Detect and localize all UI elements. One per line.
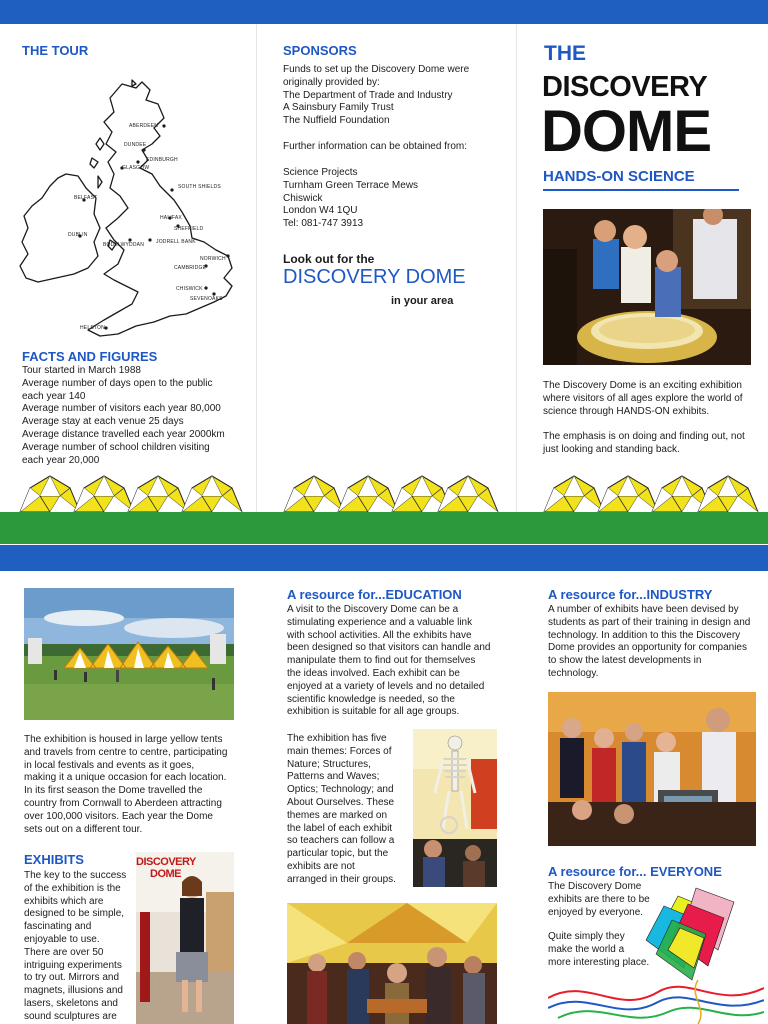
city-aberdeen: ABERDEEN — [129, 123, 159, 129]
photo-industry-crowd — [548, 692, 756, 846]
city-norwich: NORWICH — [200, 256, 226, 262]
sponsor-line: The Department of Trade and Industry — [283, 89, 453, 101]
cover-description — [543, 380, 763, 457]
themes-line: main themes: Forces of — [287, 745, 392, 757]
panel-fold-1 — [256, 24, 257, 512]
city-halifax: HALIFAX — [160, 215, 182, 221]
themes-line: About Ourselves. These — [287, 796, 395, 808]
everyone-heading: A resource for... EVERYONE — [548, 864, 722, 879]
city-sevenoaks: SEVENOAKS — [190, 296, 223, 302]
city-bodelwyddan: BODELWYDDAN — [103, 242, 145, 248]
city-glasgow: GLASGOW — [122, 165, 150, 171]
education-line: been designed so that visitors can handle and — [287, 642, 491, 654]
tagline-underline — [543, 189, 739, 191]
city-jodrell-bank: JODRELL BANK — [156, 239, 196, 245]
facts-list — [22, 365, 252, 467]
industry-line: Dome provides an opportunity for companies — [548, 642, 747, 654]
sponsor-line: originally provided by: — [283, 76, 380, 88]
facts-heading: FACTS AND FIGURES — [22, 349, 158, 364]
education-line: with school activities. All the exhibits have — [287, 629, 472, 641]
address-block — [283, 167, 418, 231]
photo-children-exhibit — [543, 209, 751, 365]
fact-line: Average number of school children visiting — [22, 441, 210, 453]
industry-line: technology. — [548, 667, 599, 679]
exhibits-line: fascinating and — [24, 921, 92, 933]
banner-discovery: DISCOVERY — [136, 856, 196, 868]
lookout-title: DISCOVERY DOME — [283, 266, 466, 288]
sponsors-list — [283, 64, 511, 128]
education-heading: A resource for...EDUCATION — [287, 587, 462, 602]
desc-line: science through HANDS-ON exhibits. — [543, 405, 710, 417]
exhibits-line: enjoyable to use. — [24, 933, 100, 945]
fact-line: each year 140 — [22, 390, 86, 402]
city-dundee: DUNDEE — [124, 142, 147, 148]
education-line: stimulating experience and a valuable link — [287, 616, 473, 628]
exhibits-text — [24, 870, 136, 1024]
cover-discovery: DISCOVERY — [542, 71, 708, 103]
address-line: London W4 1QU — [283, 205, 358, 217]
address-line: Chiswick — [283, 192, 323, 204]
sponsor-line: Funds to set up the Discovery Dome were — [283, 64, 470, 75]
everyone-line: enjoyed by everyone. — [548, 906, 644, 918]
education-text — [287, 604, 513, 719]
photo-dome-tents-field — [24, 588, 234, 720]
desc-line: The Discovery Dome is an exciting exhibition — [543, 380, 742, 391]
everyone-line: Quite simply they — [548, 931, 625, 943]
exhibits-line: exhibits which are — [24, 895, 104, 907]
everyone-line: exhibits are there to be — [548, 893, 650, 905]
panel-fold-2 — [516, 24, 517, 512]
sponsor-line: A Sainsbury Family Trust — [283, 102, 394, 114]
city-south-shields: SOUTH SHIELDS — [178, 184, 221, 190]
exhibition-line: The exhibition is housed in large yellow tents — [24, 734, 223, 745]
photo-dome-interior-crowd — [287, 903, 497, 1024]
address-line: Turnham Green Terrace Mews — [283, 179, 419, 191]
exhibits-line: sound sculptures are — [24, 1010, 117, 1022]
industry-line: A number of exhibits have been devised by — [548, 604, 739, 615]
exhibition-line: country from Cornwall to Aberdeen attracting — [24, 797, 222, 809]
fact-line: Average number of days open to the public — [22, 377, 213, 389]
desc-line: where visitors of all ages explore the world of — [543, 392, 743, 404]
top-blue-band — [0, 0, 768, 24]
exhibits-line: to try out. Mirrors and — [24, 972, 120, 984]
exhibition-line: and travels from centre to centre, participating — [24, 746, 228, 758]
industry-line: students as part of their training in design and — [548, 616, 751, 628]
address-line: Tel: 081-747 3913 — [283, 218, 364, 230]
everyone-line: more interesting place. — [548, 956, 650, 968]
exhibits-line: of the exhibition is the — [24, 882, 121, 894]
themes-line: so teachers can follow a — [287, 835, 395, 847]
exhibits-line: The key to the success — [24, 870, 127, 881]
themes-line: themes are marked on — [287, 809, 388, 821]
fact-line: each year 20,000 — [22, 454, 100, 466]
exhibition-line: sets out on a different tour. — [24, 823, 143, 835]
desc-line: The emphasis is on doing and finding out, not — [543, 431, 745, 443]
industry-text — [548, 604, 764, 681]
exhibition-line: over 100,000 visitors. Each year the Dome — [24, 810, 213, 822]
city-helston: HELSTON — [80, 325, 105, 331]
everyone-line: make the world a — [548, 944, 625, 956]
industry-line: to show the latest developments in — [548, 655, 702, 667]
kite-illustration — [548, 880, 764, 1024]
desc-line: just looking and standing back. — [543, 444, 680, 456]
themes-text — [287, 733, 409, 887]
themes-line: Optics; Technology; and — [287, 784, 394, 796]
exhibits-line: lasers, skeletons and — [24, 997, 118, 1009]
city-sheffield: SHEFFIELD — [174, 226, 204, 232]
education-line: scientific knowledge is needed, so the — [287, 693, 455, 705]
middle-blue-band — [0, 545, 768, 571]
themes-line: particular topic, but the — [287, 848, 389, 860]
themes-line: the label of each exhibit — [287, 822, 393, 834]
city-belfast: BELFAST — [74, 195, 98, 201]
education-line: A visit to the Discovery Dome can be a — [287, 604, 459, 615]
banner-dome: DOME — [150, 868, 181, 880]
photo-skeleton-exhibit — [413, 729, 497, 887]
exhibition-line: making it a unique occasion for each location. — [24, 772, 227, 784]
exhibits-line: intriguing experiments — [24, 959, 122, 971]
lookout-text: Look out for the — [283, 252, 375, 266]
city-edinburgh: EDINBURGH — [146, 157, 178, 163]
domes-band-top — [0, 470, 768, 546]
city-chiswick: CHISWICK — [176, 286, 203, 292]
cover-dome: DOME — [541, 99, 711, 164]
sponsor-line: The Nuffield Foundation — [283, 115, 390, 127]
lookout-area: in your area — [391, 295, 454, 307]
cover-the: THE — [544, 42, 586, 65]
fact-line: Tour started in March 1988 — [22, 365, 141, 376]
industry-line: technology. In addition to this the Discovery — [548, 629, 741, 641]
address-line: Science Projects — [283, 167, 358, 178]
themes-line: exhibits are not — [287, 860, 355, 872]
fact-line: Average number of visitors each year 80,000 — [22, 403, 221, 415]
exhibition-text — [24, 734, 254, 836]
education-line: exhibition is suitable for all age groups. — [287, 706, 460, 718]
fact-line: Average distance travelled each year 2000km — [22, 428, 225, 440]
exhibition-line: in local festivals and events as it goes, — [24, 759, 195, 771]
further-info-line: Further information can be obtained from: — [283, 141, 467, 152]
themes-line: arranged in their groups. — [287, 873, 396, 885]
education-line: the ideas involved. Each exhibit can be — [287, 667, 460, 679]
exhibits-line: designed to be simple, — [24, 908, 125, 920]
fact-line: Average stay at each venue 25 days — [22, 416, 184, 428]
exhibition-line: In its first season the Dome travelled the — [24, 785, 203, 797]
industry-heading: A resource for...INDUSTRY — [548, 587, 713, 602]
exhibits-line: magnets, illusions and — [24, 985, 123, 997]
sponsors-heading: SPONSORS — [283, 43, 357, 58]
themes-line: Patterns and Waves; — [287, 771, 380, 783]
city-dublin: DUBLIN — [68, 232, 88, 238]
tour-heading: THE TOUR — [22, 43, 89, 58]
exhibits-line: There are over 50 — [24, 946, 104, 958]
themes-line: Nature; Structures, — [287, 758, 371, 770]
education-line: enjoyed at a variety of levels and no detailed — [287, 680, 485, 692]
city-cambridge: CAMBRIDGE — [174, 265, 207, 271]
everyone-line: The Discovery Dome — [548, 881, 642, 892]
themes-line: The exhibition has five — [287, 733, 387, 744]
cover-tagline: HANDS-ON SCIENCE — [543, 168, 695, 185]
exhibits-heading: EXHIBITS — [24, 852, 84, 867]
education-line: manipulate them to find out for themselves — [287, 655, 476, 667]
